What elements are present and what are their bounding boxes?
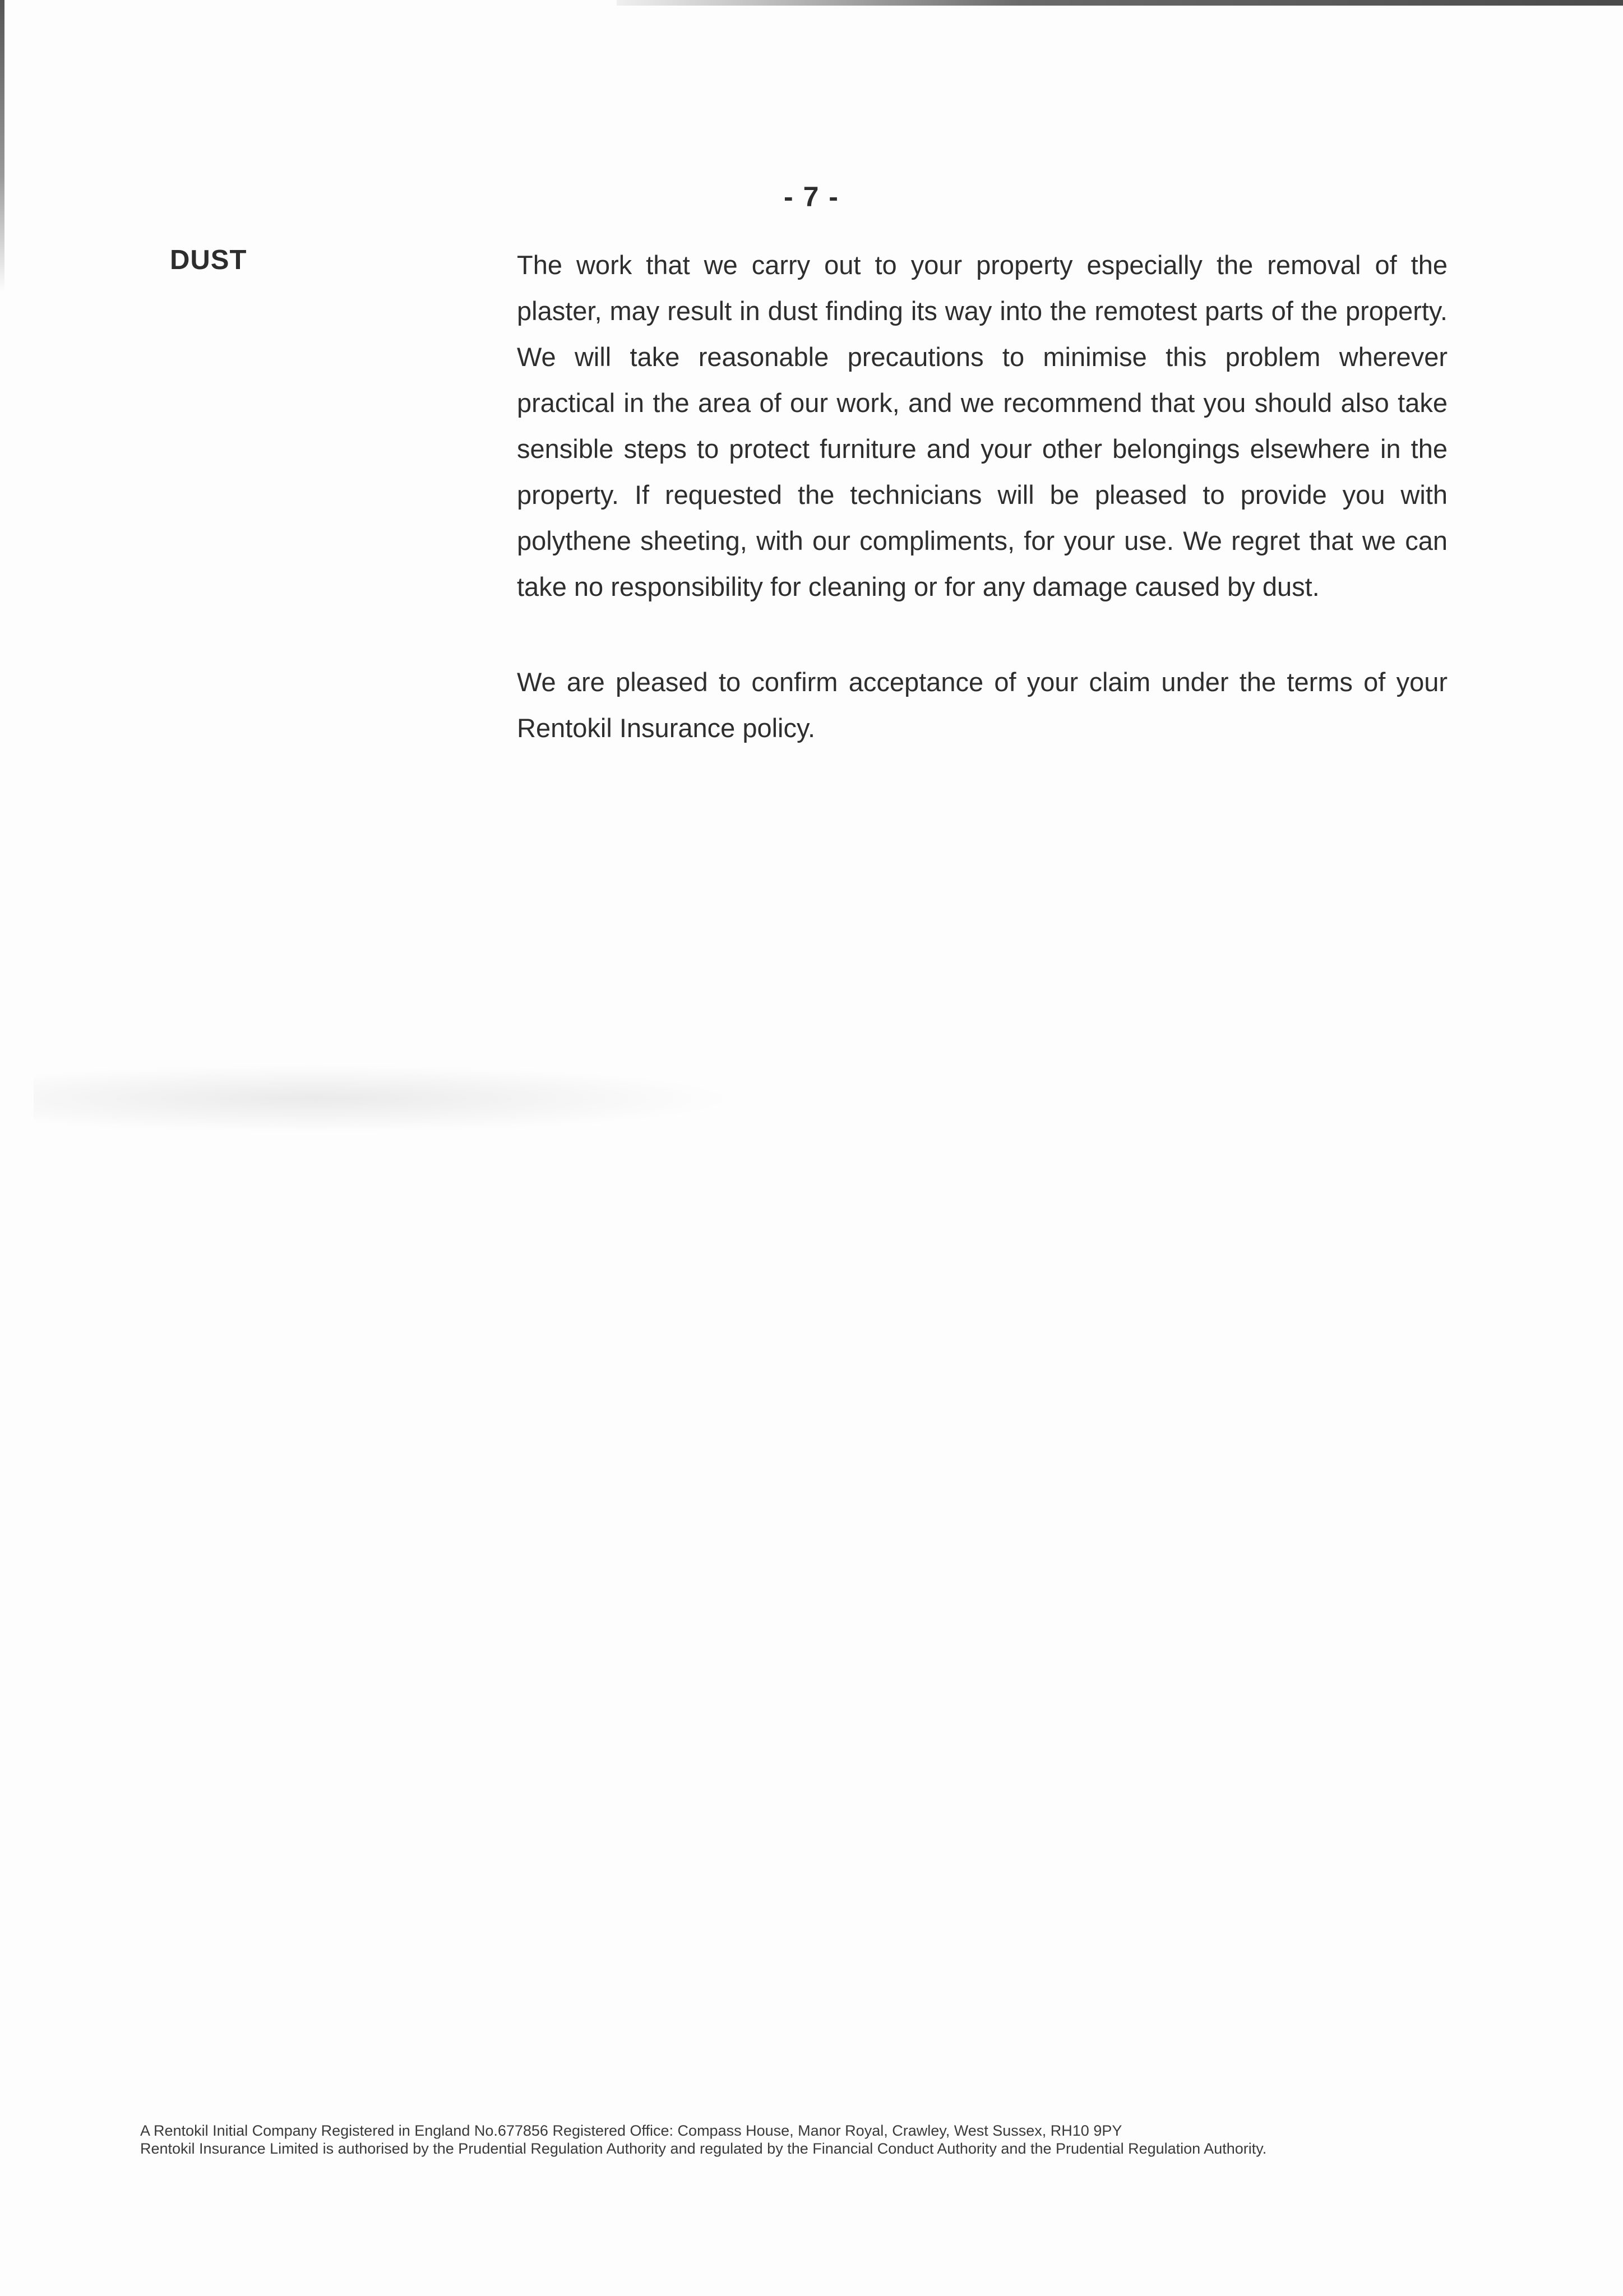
- page-footer: [140, 2122, 1486, 2158]
- section-heading: DUST: [170, 245, 247, 275]
- scan-edge-shadow: [0, 0, 4, 291]
- footer-registration-line: A Rentokil Initial Company Registered in England No.677856 Registered Office: Compass House, Manor Royal, Crawley, West Sussex, RH10 9PY: [140, 2122, 1122, 2139]
- body-paragraph-dust: The work that we carry out to your property especially the removal of the plaster, may result in dust finding its way into the remotest parts of the property. We will take reasonable precautions to minimise this problem wherever practical in the area of our work, and we recommend that you should also take sensible steps to protect furniture and your other belongings elsewhere in the property. If requested the technicians will be pleased to provide you with polythene sheeting, with our compliments, for your use. We regret that we can take no responsibility for cleaning or for any damage caused by dust.: [517, 250, 1448, 601]
- footer-regulation-line: Rentokil Insurance Limited is authorised by the Prudential Regulation Authority and regulated by the Financial Conduct Authority and the Prudential Regulation Authority.: [140, 2140, 1267, 2157]
- body-paragraph-confirmation: We are pleased to confirm acceptance of your claim under the terms of your Rentokil Insurance policy.: [517, 667, 1448, 743]
- scan-top-edge: [617, 0, 1623, 6]
- page-number: - 7 -: [784, 181, 839, 212]
- scan-smudge: [34, 1065, 734, 1132]
